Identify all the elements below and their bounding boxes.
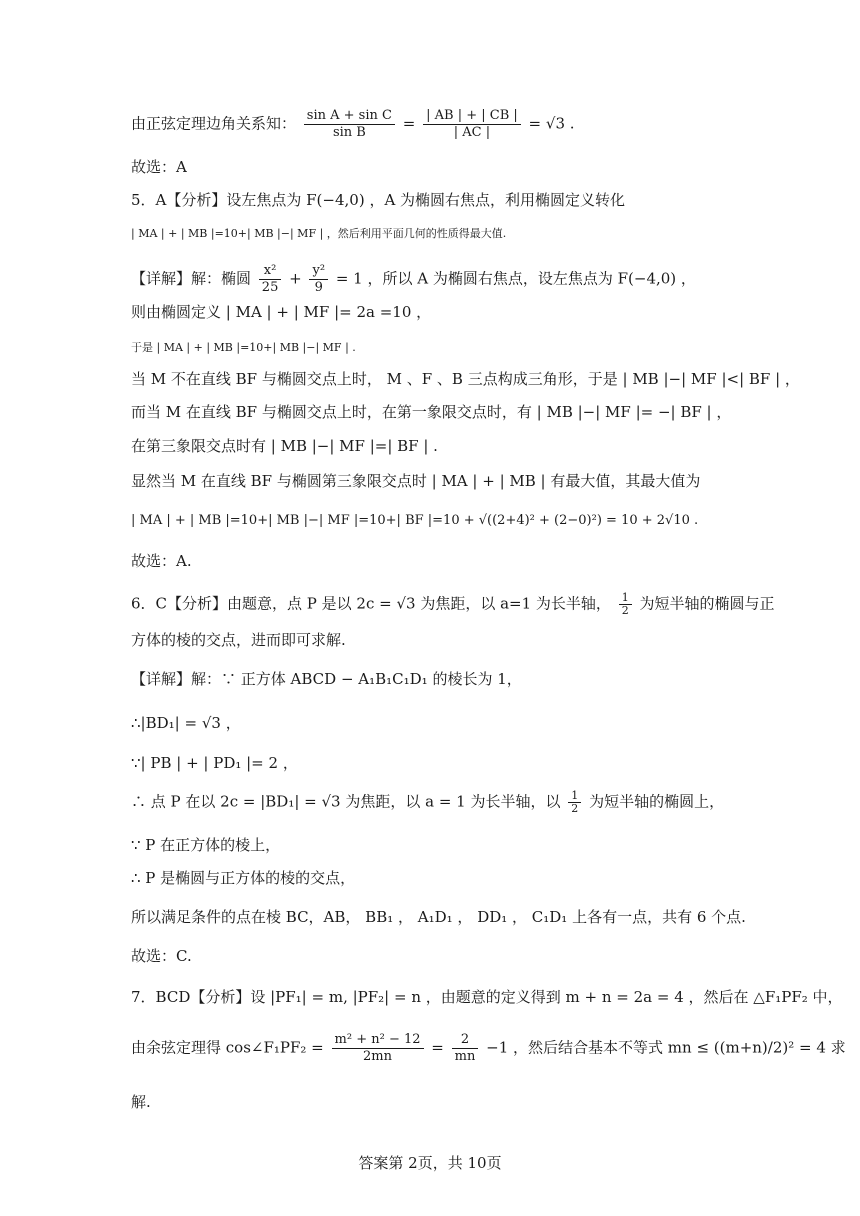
text-line: ∵ P 在正方体的棱上，	[131, 836, 281, 854]
q5-analysis-cont: | MA | + | MB |=10+| MB |−| MF | ，然后利用平面几何的性质得最大值.	[131, 227, 507, 240]
text-line: 则由椭圆定义 | MA | + | MF |= 2a =10 ，	[131, 303, 432, 321]
numerator: | AB | + | CB |	[423, 108, 521, 125]
q6-analysis	[131, 592, 775, 617]
fraction	[304, 108, 395, 141]
denominator: 2	[571, 802, 579, 815]
numerator: sin A + sin C	[304, 108, 395, 125]
line-text: 为短半轴的椭圆上，	[589, 792, 725, 811]
line-text: 由余弦定理得 cos∠F₁PF₂ =	[131, 1038, 324, 1057]
line-text: 6．C【分析】由题意，点 P 是以 2c = √3 为焦距，以 a=1 为长半轴，	[131, 594, 611, 613]
text-line: 显然当 M 在直线 BF 与椭圆第三象限交点时 | MA | + | MB | 有最大值，其最大值为	[131, 472, 701, 490]
numerator: 1	[619, 592, 632, 605]
q5-analysis: 5．A【分析】设左焦点为 F(−4,0) ，A 为椭圆右焦点，利用椭圆定义转化	[131, 191, 626, 209]
q7-analysis: 7．BCD【分析】设 |PF₁| = m, |PF₂| = n ，由题意的定义得到 m + n = 2a = 4 ，然后在 △F₁PF₂ 中，	[131, 988, 843, 1006]
line-text: 【详解】解：椭圆	[131, 269, 252, 288]
fraction	[259, 263, 282, 296]
answer-line: 故选：A	[131, 158, 187, 176]
text-line: 方体的棱的交点，进而即可求解.	[131, 631, 346, 649]
denominator: mn	[454, 1049, 476, 1064]
text-line: 当 M 不在直线 BF 与椭圆交点上时， M 、F 、B 三点构成三角形，于是 | MB |−| MF |<| BF | ，	[131, 370, 800, 388]
denominator: sin B	[332, 125, 366, 140]
line-text: = √3 .	[528, 114, 575, 133]
fraction	[309, 263, 328, 296]
line-text: 由正弦定理边角关系知：	[131, 114, 297, 133]
numerator: 1	[568, 790, 581, 803]
denominator: 2mn	[363, 1049, 393, 1064]
denominator: | AC |	[453, 125, 491, 140]
line-text: 为短半轴的椭圆与正	[639, 594, 775, 613]
text-line: ∵| PB | + | PD₁ |= 2 ，	[131, 754, 298, 772]
denominator: 9	[314, 280, 323, 295]
text-line: ∴|BD₁| = √3 ，	[131, 714, 241, 732]
text-line: ∴ P 是椭圆与正方体的棱的交点，	[131, 869, 356, 887]
q7-cosine-line	[131, 1032, 846, 1065]
line-text: +	[289, 269, 302, 288]
line-text: =	[431, 1038, 444, 1057]
q6-detail-focus	[131, 790, 724, 815]
text-line: 所以满足条件的点在棱 BC，AB， BB₁ ， A₁D₁ ， DD₁ ， C₁D₁ 上各有一点，共有 6 个点.	[131, 908, 746, 926]
fraction	[452, 1032, 479, 1065]
line-text: =	[402, 114, 416, 133]
q5-detail	[131, 263, 696, 296]
fraction	[619, 592, 632, 617]
answer-line: 故选：A.	[131, 552, 192, 570]
text-line: 【详解】解：∵ 正方体 ABCD − A₁B₁C₁D₁ 的棱长为 1，	[131, 670, 522, 688]
numerator: x²	[259, 263, 282, 280]
fraction	[423, 108, 521, 141]
text-line: 而当 M 在直线 BF 与椭圆交点上时，在第一象限交点时，有 | MB |−| MF |= −| BF | ，	[131, 403, 732, 421]
line-text: ∴ 点 P 在以 2c = |BD₁| = √3 为焦距，以 a = 1 为长半轴，以	[131, 792, 561, 811]
text-line: 解.	[131, 1093, 151, 1111]
fraction	[332, 1032, 424, 1065]
answer-line: 故选：C.	[131, 947, 192, 965]
line-text: = 1 ，所以 A 为椭圆右焦点，设左焦点为 F(−4,0) ，	[335, 269, 696, 288]
text-line: 于是 | MA | + | MB |=10+| MB |−| MF | .	[131, 341, 356, 354]
denominator: 2	[621, 604, 629, 617]
line-text: −1 ，然后结合基本不等式 mn ≤ ((m+n)/2)² = 4 求	[486, 1038, 846, 1057]
sine-rule-line	[131, 108, 575, 141]
text-line: 在第三象限交点时有 | MB |−| MF |=| BF | .	[131, 437, 438, 455]
numerator: y²	[309, 263, 328, 280]
fraction	[568, 790, 581, 815]
text-line: | MA | + | MB |=10+| MB |−| MF |=10+| BF |=10 + √((2+4)² + (2−0)²) = 10 + 2√10 .	[131, 513, 699, 528]
numerator: 2	[452, 1032, 479, 1049]
denominator: 25	[261, 280, 279, 295]
numerator: m² + n² − 12	[332, 1032, 424, 1049]
page-footer: 答案第 2页，共 10页	[358, 1154, 502, 1172]
